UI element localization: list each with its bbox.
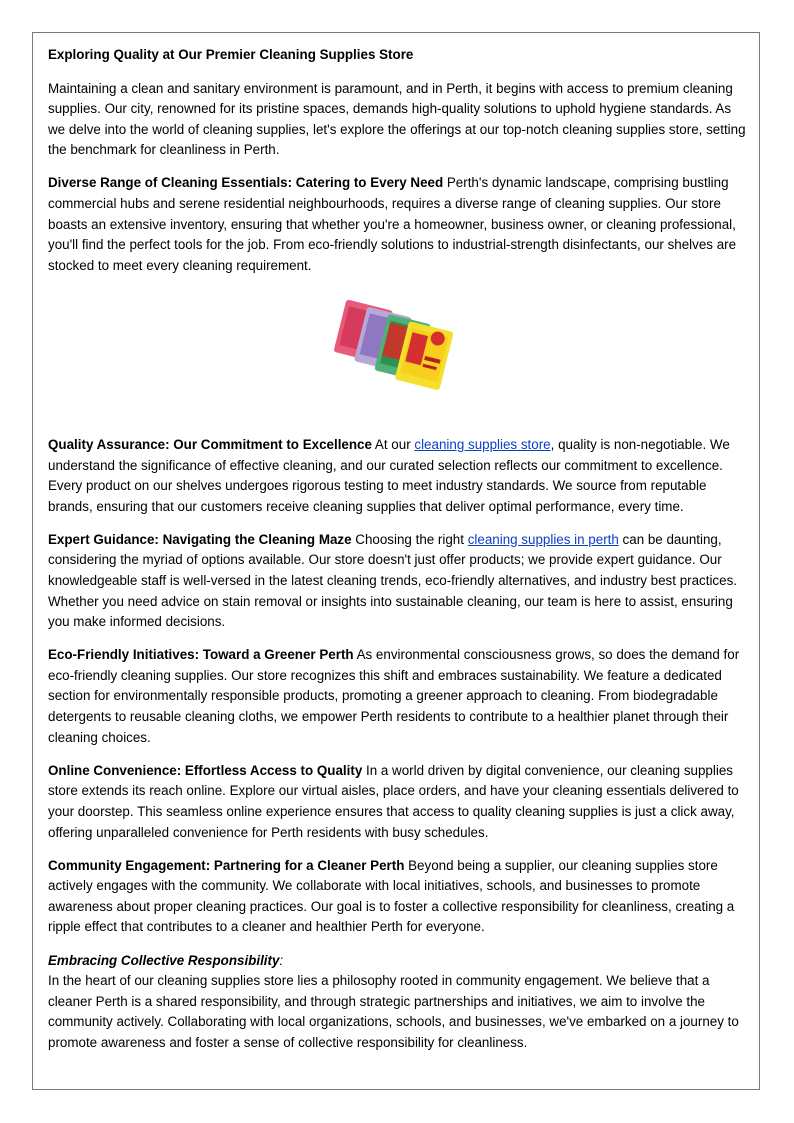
section-text: In a world driven by digital convenience, our cleaning supplies store extends its reach online. Explore our virtual aisles, place orders, and have your cleaning essentials delivered to your doorstep. This seamless online experience ensures that access to quality cleaning supplies is just a click away, offering unparalleled convenience for Perth residents with busy schedules. bbox=[48, 762, 739, 840]
section-closing bbox=[48, 951, 748, 1054]
section-text: Perth's dynamic landscape, comprising bustling commercial hubs and serene residential neighbourhoods, requires a diverse range of cleaning supplies. Our store boasts an extensive inventory, ensuring that whether you're a homeowner, business owner, or cleaning professional, you'll find the perfect tools for the job. From eco-friendly solutions to industrial-strength disinfectants, our shelves are stocked to meet every cleaning requirement. bbox=[48, 175, 737, 273]
section-text: can be daunting, considering the myriad of options available. Our store doesn't just offer products; we provide expert guidance. Our knowledgeable staff is well-versed in the latest cleaning trends, eco-friendly alternatives, and industry best practices. Whether you need advice on stain removal or insights into sustainable cleaning, our team is here to assist, ensuring you make informed decisions. bbox=[48, 531, 737, 630]
intro-paragraph: Maintaining a clean and sanitary environment is paramount, and in Perth, it begins with access to premium cleaning supplies. Our city, renowned for its pristine spaces, demands high-quality solutions to uphold hygiene standards. As we delve into the world of cleaning supplies, let's explore the offerings at our top-notch cleaning supplies store, setting the benchmark for cleanliness in Perth. bbox=[48, 80, 746, 158]
section-eco-friendly bbox=[48, 645, 748, 748]
section-online-convenience bbox=[48, 761, 748, 843]
section-quality-assurance bbox=[48, 435, 748, 517]
document-body bbox=[48, 45, 748, 1066]
closing-colon: : bbox=[279, 952, 284, 968]
section-expert-guidance bbox=[48, 530, 748, 633]
section-text: At our bbox=[371, 436, 415, 452]
section-text: As environmental consciousness grows, so does the demand for eco-friendly cleaning supplies. Our store recognizes this shift and embraces sustainability. We feature a dedicated section for environmentally responsible products, promoting a greener approach to cleaning. From biodegradable detergents to reusable cleaning cloths, we empower Perth residents to contribute to a healthier planet through their cleaning choices. bbox=[48, 647, 740, 745]
closing-text: In the heart of our cleaning supplies store lies a philosophy rooted in community engagement. We believe that a cleaner Perth is a shared responsibility, and through strategic partnerships and initiatives, we aim to involve the community actively. Collaborating with local organizations, schools, and businesses, we've embarked on a journey to promote awareness and foster a sense of collective responsibility for cleanliness. bbox=[48, 973, 739, 1050]
section-heading: Community Engagement: Partnering for a Cleaner Perth bbox=[48, 857, 405, 873]
section-heading: Eco-Friendly Initiatives: Toward a Greener Perth bbox=[48, 647, 354, 663]
section-heading: Online Convenience: Effortless Access to Quality bbox=[48, 762, 363, 778]
section-diverse-range bbox=[48, 173, 748, 276]
section-heading: Expert Guidance: Navigating the Cleaning Maze bbox=[48, 531, 352, 547]
section-text: Beyond being a supplier, our cleaning supplies store actively engages with the community. We collaborate with local initiatives, schools, and businesses to promote awareness about proper cleaning practices. Our goal is to foster a collective responsibility for cleanliness, creating a ripple effect that contributes to a cleaner and healthier Perth for everyone. bbox=[48, 857, 735, 935]
section-heading: Diverse Range of Cleaning Essentials: Catering to Every Need bbox=[48, 175, 444, 191]
section-community-engagement bbox=[48, 856, 748, 938]
page-title: Exploring Quality at Our Premier Cleaning Supplies Store bbox=[48, 47, 414, 62]
closing-subheading: Embracing Collective Responsibility bbox=[48, 952, 280, 968]
cleaning-supplies-store-link[interactable]: cleaning supplies store bbox=[414, 436, 551, 452]
product-image-area bbox=[48, 289, 748, 425]
cleaning-supplies-in-perth-link[interactable]: cleaning supplies in perth bbox=[467, 531, 619, 547]
cleaning-cloths-image bbox=[322, 299, 472, 399]
section-text: Choosing the right bbox=[351, 531, 468, 547]
section-text: , quality is non-negotiable. We understand the significance of effective cleaning, and our curated selection reflects our commitment to excellence. Every product on our shelves undergoes rigorous testing to meet industry standards. We source from reputable brands, ensuring that our customers receive cleaning supplies that deliver optimal performance, every time. bbox=[48, 436, 730, 514]
section-heading: Quality Assurance: Our Commitment to Excellence bbox=[48, 436, 372, 452]
